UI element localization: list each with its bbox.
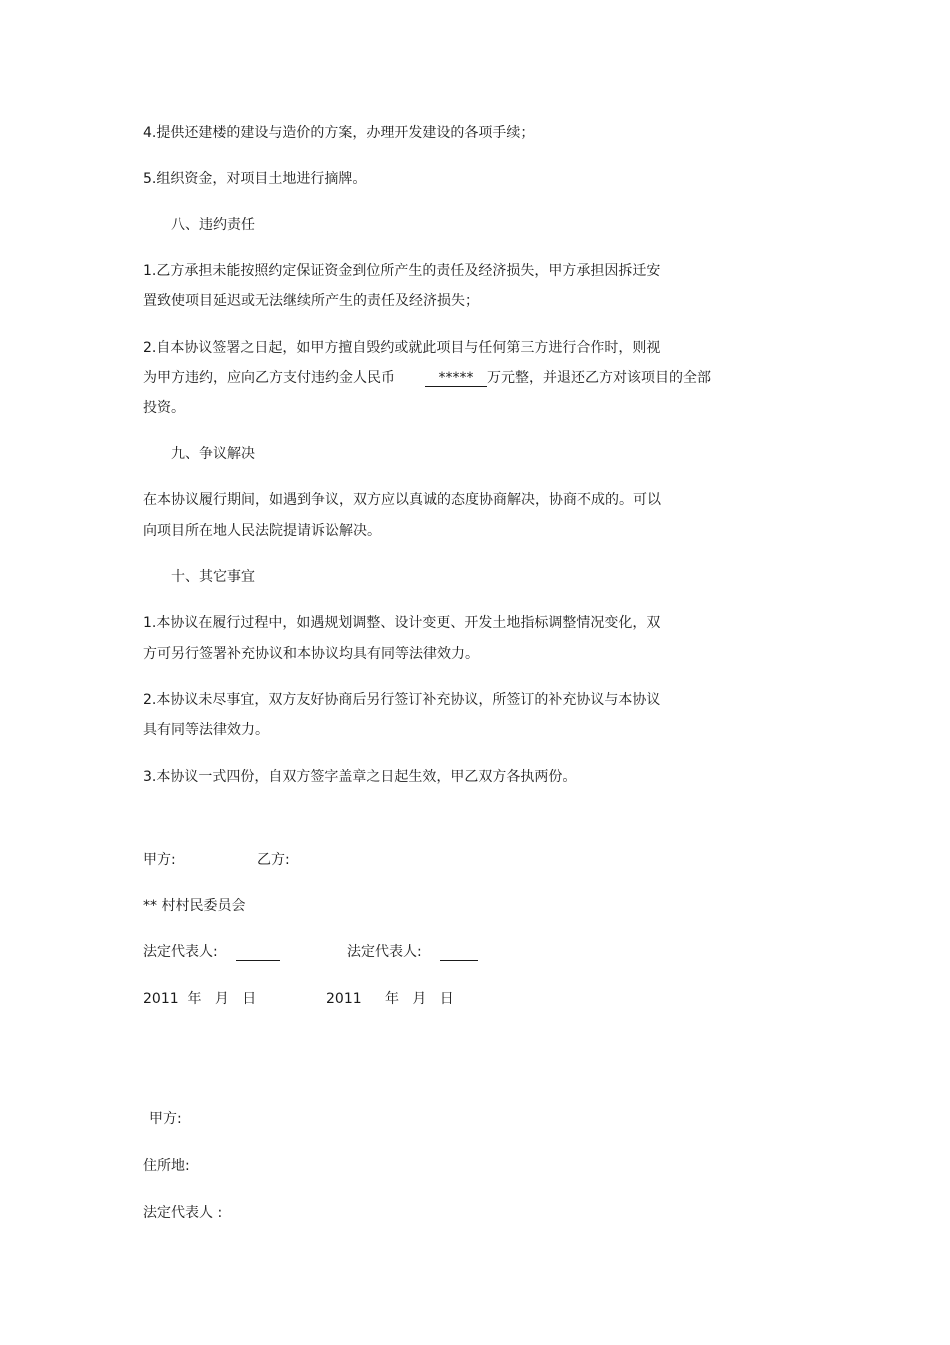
section-10-p1-line1: 1.本协议在履行过程中，如遇规划调整、设计变更、开发土地指标调整情况变化，双 xyxy=(143,615,661,631)
party-b-label: 乙方: xyxy=(257,852,290,868)
footer-legal-rep-label: 法定代表人 : xyxy=(143,1205,223,1221)
section-10-p2-line1: 2.本协议未尽事宜，双方友好协商后另行签订补充协议，所签订的补充协议与本协议 xyxy=(143,692,661,708)
section-8-p1-line1: 1.乙方承担未能按照约定保证资金到位所产生的责任及经济损失，甲方承担因拆迁安 xyxy=(143,263,661,279)
section-8-p2-line3: 投资。 xyxy=(143,400,185,416)
section-9-heading: 九、争议解决 xyxy=(171,446,255,462)
section-10-p1-line2: 方可另行签署补充协议和本协议均具有同等法律效力。 xyxy=(143,646,479,662)
legal-rep-b-label: 法定代表人: xyxy=(347,944,422,960)
section-8-heading: 八、违约责任 xyxy=(171,217,255,233)
legal-rep-a xyxy=(143,942,280,962)
legal-rep-a-label: 法定代表人: xyxy=(143,944,218,960)
legal-rep-a-blank xyxy=(236,944,280,961)
section-8-p2-line2-start: 为甲方违约，应向乙方支付违约金人民币 xyxy=(143,370,395,386)
date-b-rest: 年 月 日 xyxy=(385,991,454,1007)
date-a: 2011 年 月 日 xyxy=(143,991,257,1007)
section-10-heading: 十、其它事宜 xyxy=(171,569,255,585)
section-8-p2-line2 xyxy=(143,368,711,388)
section-10-p3: 3.本协议一式四份，自双方签字盖章之日起生效，甲乙双方各执两份。 xyxy=(143,769,577,785)
penalty-amount-blank: ***** xyxy=(425,370,487,387)
section-8-p2-line1: 2.自本协议签署之日起，如甲方擅自毁约或就此项目与任何第三方进行合作时，则视 xyxy=(143,340,661,356)
footer-party-a-label: 甲方: xyxy=(149,1111,182,1127)
party-a-name: ** 村村民委员会 xyxy=(143,898,246,914)
footer-address-label: 住所地: xyxy=(143,1158,190,1174)
date-b-year: 2011 xyxy=(326,991,362,1007)
section-8-p1-line2: 置致使项目延迟或无法继续所产生的责任及经济损失； xyxy=(143,293,479,309)
party-a-label: 甲方: xyxy=(143,852,176,868)
section-9-line1: 在本协议履行期间，如遇到争议，双方应以真诚的态度协商解决，协商不成的。可以 xyxy=(143,492,661,508)
section-8-p2-line2-end: 万元整，并退还乙方对该项目的全部 xyxy=(487,370,711,386)
section-10-p2-line2: 具有同等法律效力。 xyxy=(143,722,269,738)
legal-rep-b-blank xyxy=(440,944,478,961)
section-9-line2: 向项目所在地人民法院提请诉讼解决。 xyxy=(143,523,381,539)
item-4: 4.提供还建楼的建设与造价的方案，办理开发建设的各项手续； xyxy=(143,125,535,141)
legal-rep-b xyxy=(347,942,478,962)
item-5: 5.组织资金，对项目土地进行摘牌。 xyxy=(143,171,367,187)
